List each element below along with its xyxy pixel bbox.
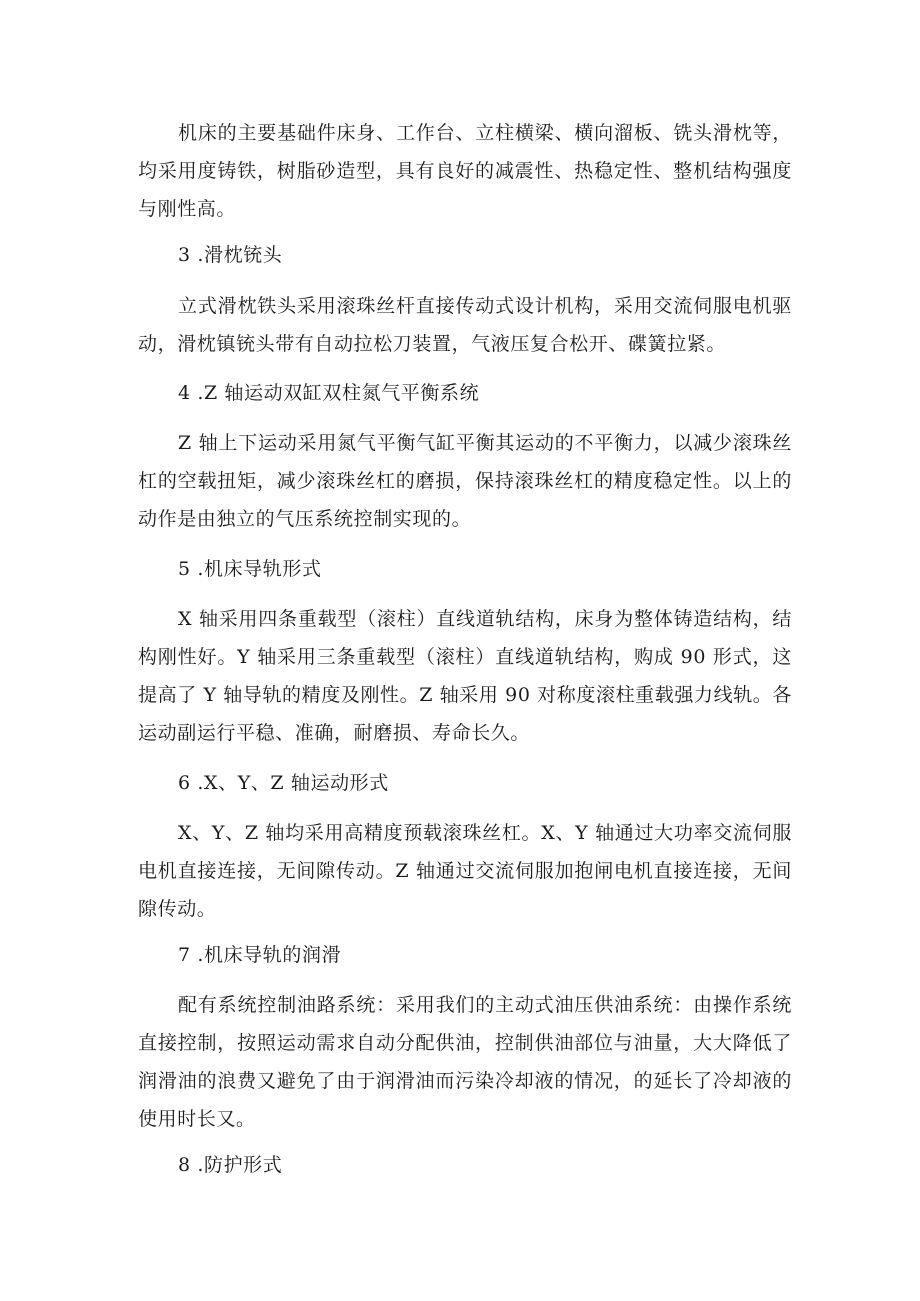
heading-guide-lubrication: 7 .机床导轨的润滑 (178, 944, 342, 966)
heading-axis-motion-form: 6 .X、Y、Z 轴运动形式 (178, 772, 389, 794)
heading-z-axis-balance: 4 .Z 轴运动双缸双柱氮气平衡系统 (178, 382, 480, 404)
paragraph-z-axis-balance: Z 轴上下运动采用氮气平衡气缸平衡其运动的不平衡力，以减少滚珠丝杠的空载扭矩，减少滚珠丝杠的磨损，保持滚珠丝杠的精度稳定性。以上的动作是由独立的气压系统控制实现的。 (138, 432, 792, 530)
heading-protection-form: 8 .防护形式 (178, 1154, 283, 1176)
paragraph-axis-motion-form: X、Y、Z 轴均采用高精度预载滚珠丝杠。X、Y 轴通过大功率交流伺服电机直接连接，无间隙传动。Z 轴通过交流伺服加抱闸电机直接连接，无间隙传动。 (138, 822, 792, 920)
paragraph-guide-rail-form: X 轴采用四条重载型（滚柱）直线道轨结构，床身为整体铸造结构，结构刚性好。Y 轴采用三条重载型（滚柱）直线道轨结构，购成 90 形式，这提高了 Y 轴导轨的精度及刚性。Z 轴采用 90 对称度滚柱重载强力线轨。各运动副运行平稳、准确，耐磨损、寿命长久。 (138, 608, 792, 744)
paragraph-ram-milling-head: 立式滑枕铁头采用滚珠丝杆直接传动式设计机构，采用交流伺服电机驱动，滑枕镇铳头带有自动拉松刀装置，气液压复合松开、碟簧拉紧。 (138, 295, 792, 355)
heading-guide-rail-form: 5 .机床导轨形式 (178, 558, 322, 580)
paragraph-guide-lubrication: 配有系统控制油路系统：采用我们的主动式油压供油系统：由操作系统直接控制，按照运动需求自动分配供油，控制供油部位与油量，大大降低了润滑油的浪费又避免了由于润滑油而污染冷却液的情况，的延长了冷却液的使用时长又。 (138, 994, 792, 1130)
heading-ram-milling-head: 3 .滑枕铳头 (178, 244, 283, 266)
paragraph-base-components: 机床的主要基础件床身、工作台、立柱横梁、横向溜板、铣头滑枕等，均采用度铸铁，树脂砂造型，具有良好的减震性、热稳定性、整机结构强度与刚性高。 (138, 122, 792, 220)
